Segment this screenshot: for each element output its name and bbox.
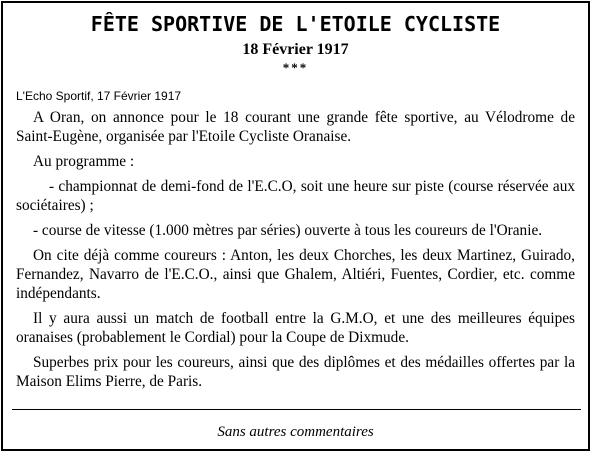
programme-item-demi-fond: - championnat de demi-fond de l'E.C.O, soit une heure sur piste (course réservée aux sociétaires) ;: [16, 178, 575, 214]
paragraph-football: Il y aura aussi un match de football entre la G.M.O, et une des meilleures équipes oranaises (probablement le Cordial) pour la Coupe de Dixmude.: [16, 310, 575, 346]
article-title: FÊTE SPORTIVE DE L'ETOILE CYCLISTE: [90, 12, 501, 36]
paragraph-prix: Superbes prix pour les coureurs, ainsi que des diplômes et des médailles offertes par la Maison Elims Pierre, de Paris.: [16, 354, 575, 390]
article-frame: [1, 1, 590, 451]
paragraph-coureurs: On cite déjà comme coureurs : Anton, les deux Chorches, les deux Martinez, Guirado, Fernandez, Navarro de l'E.C.O., ainsi que Ghalem, Altiéri, Fuentes, Cordier, etc. comme indépendants.: [16, 247, 575, 302]
programme-item-vitesse: - course de vitesse (1.000 mètres par séries) ouverte à tous les coureurs de l'Oranie.: [33, 222, 543, 239]
source-line: L'Echo Sportif, 17 Février 1917: [16, 89, 182, 103]
footer-note: Sans autres commentaires: [217, 424, 374, 440]
paragraph-programme: Au programme :: [33, 153, 135, 170]
separator-stars: ***: [282, 60, 309, 75]
article-body: [16, 108, 575, 397]
footer-divider: [12, 409, 581, 410]
paragraph-intro: A Oran, on annonce pour le 18 courant une grande fête sportive, au Vélodrome de Saint-Eugène, organisée par l'Etoile Cycliste Oranaise.: [16, 109, 575, 145]
article-date: 18 Février 1917: [242, 41, 349, 58]
